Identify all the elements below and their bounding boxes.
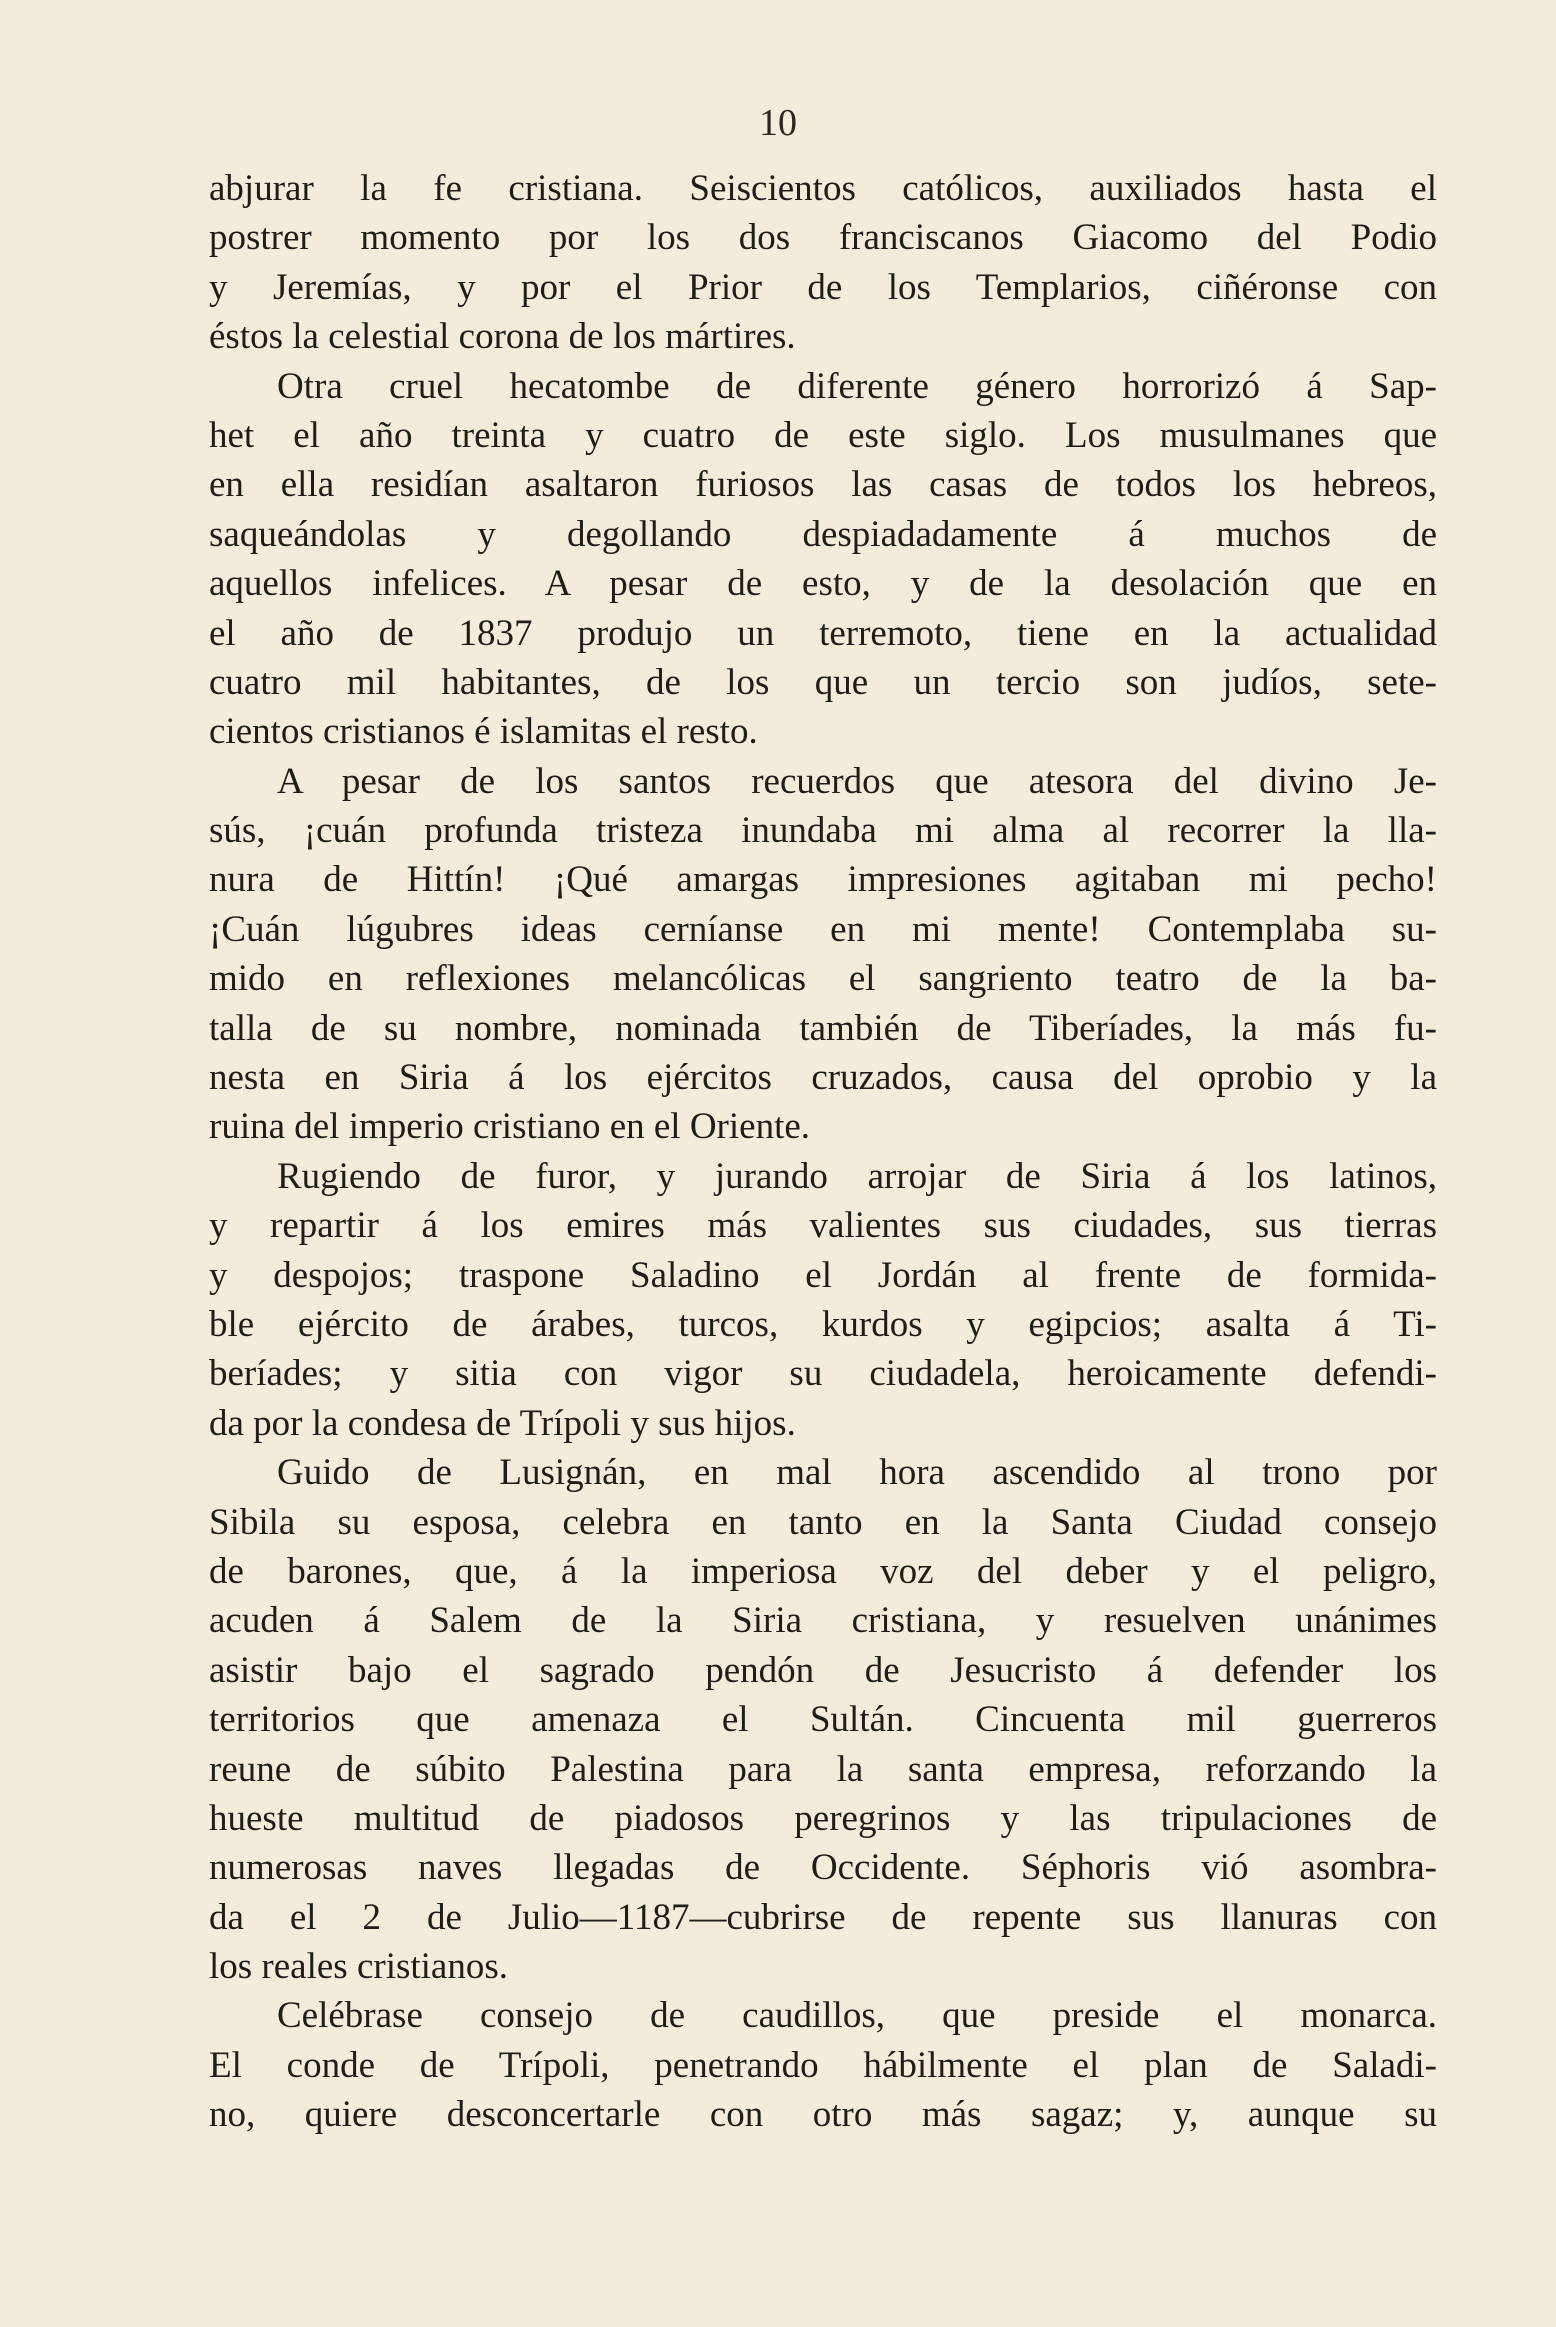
text-line: ¡Cuán lúgubres ideas cerníanse en mi mente! Contemplaba su- <box>209 908 1437 950</box>
page-number: 10 <box>759 102 797 144</box>
text-line: sús, ¡cuán profunda tristeza inundaba mi alma al recorrer la lla- <box>209 810 1437 852</box>
text-line: asistir bajo el sagrado pendón de Jesucristo á defender los <box>209 1649 1437 1691</box>
text-line: Guido de Lusignán, en mal hora ascendido al trono por <box>277 1452 1437 1494</box>
text-line: y repartir á los emires más valientes sus ciudades, sus tierras <box>209 1205 1437 1247</box>
text-line: en ella residían asaltaron furiosos las casas de todos los hebreos, <box>209 464 1437 506</box>
text-line: da por la condesa de Trípoli y sus hijos. <box>209 1402 796 1444</box>
text-line: aquellos infelices. A pesar de esto, y de la desolación que en <box>209 563 1437 605</box>
text-line: acuden á Salem de la Siria cristiana, y resuelven unánimes <box>209 1600 1437 1642</box>
text-line: talla de su nombre, nominada también de Tiberíades, la más fu- <box>209 1007 1437 1049</box>
text-line: los reales cristianos. <box>209 1946 508 1988</box>
text-line: y Jeremías, y por el Prior de los Templarios, ciñéronse con <box>209 266 1437 308</box>
text-line: Otra cruel hecatombe de diferente género horrorizó á Sap- <box>277 365 1437 407</box>
text-line: Rugiendo de furor, y jurando arrojar de Siria á los latinos, <box>277 1155 1437 1197</box>
text-line: Celébrase consejo de caudillos, que preside el monarca. <box>277 1995 1437 2037</box>
text-line: het el año treinta y cuatro de este siglo. Los musulmanes que <box>209 414 1437 456</box>
text-line: hueste multitud de piadosos peregrinos y las tripulaciones de <box>209 1797 1437 1839</box>
text-line: saqueándolas y degollando despiadadamente á muchos de <box>209 513 1437 555</box>
text-line: territorios que amenaza el Sultán. Cincuenta mil guerreros <box>209 1699 1437 1741</box>
text-line: ruina del imperio cristiano en el Oriente. <box>209 1106 811 1148</box>
text-line: y despojos; traspone Saladino el Jordán al frente de formida- <box>209 1254 1437 1296</box>
text-line: reune de súbito Palestina para la santa empresa, reforzando la <box>209 1748 1437 1790</box>
text-line: cientos cristianos é islamitas el resto. <box>209 711 758 753</box>
text-line: no, quiere desconcertarle con otro más sagaz; y, aunque su <box>209 2094 1437 2136</box>
text-line: nesta en Siria á los ejércitos cruzados, causa del oprobio y la <box>209 1057 1437 1099</box>
text-line: éstos la celestial corona de los mártires. <box>209 316 796 358</box>
text-line: El conde de Trípoli, penetrando hábilmente el plan de Saladi- <box>209 2044 1437 2086</box>
text-line: mido en reflexiones melancólicas el sangriento teatro de la ba- <box>209 958 1437 1000</box>
text-line: A pesar de los santos recuerdos que atesora del divino Je- <box>277 760 1437 802</box>
text-line: ble ejército de árabes, turcos, kurdos y egipcios; asalta á Ti- <box>209 1303 1437 1345</box>
text-line: da el 2 de Julio—1187—cubrirse de repente sus llanuras con <box>209 1896 1437 1938</box>
text-line: el año de 1837 produjo un terremoto, tiene en la actualidad <box>209 612 1437 654</box>
text-line: numerosas naves llegadas de Occidente. Séphoris vió asombra- <box>209 1847 1437 1889</box>
text-line: de barones, que, á la imperiosa voz del deber y el peligro, <box>209 1550 1437 1592</box>
text-line: postrer momento por los dos franciscanos Giacomo del Podio <box>209 217 1437 259</box>
text-line: nura de Hittín! ¡Qué amargas impresiones agitaban mi pecho! <box>209 859 1437 901</box>
text-line: cuatro mil habitantes, de los que un tercio son judíos, sete- <box>209 661 1437 703</box>
body-text <box>209 164 1437 2140</box>
text-line: abjurar la fe cristiana. Seiscientos católicos, auxiliados hasta el <box>209 168 1437 209</box>
text-line: Sibila su esposa, celebra en tanto en la Santa Ciudad consejo <box>209 1501 1437 1543</box>
text-line: beríades; y sitia con vigor su ciudadela, heroicamente defendi- <box>209 1353 1437 1395</box>
